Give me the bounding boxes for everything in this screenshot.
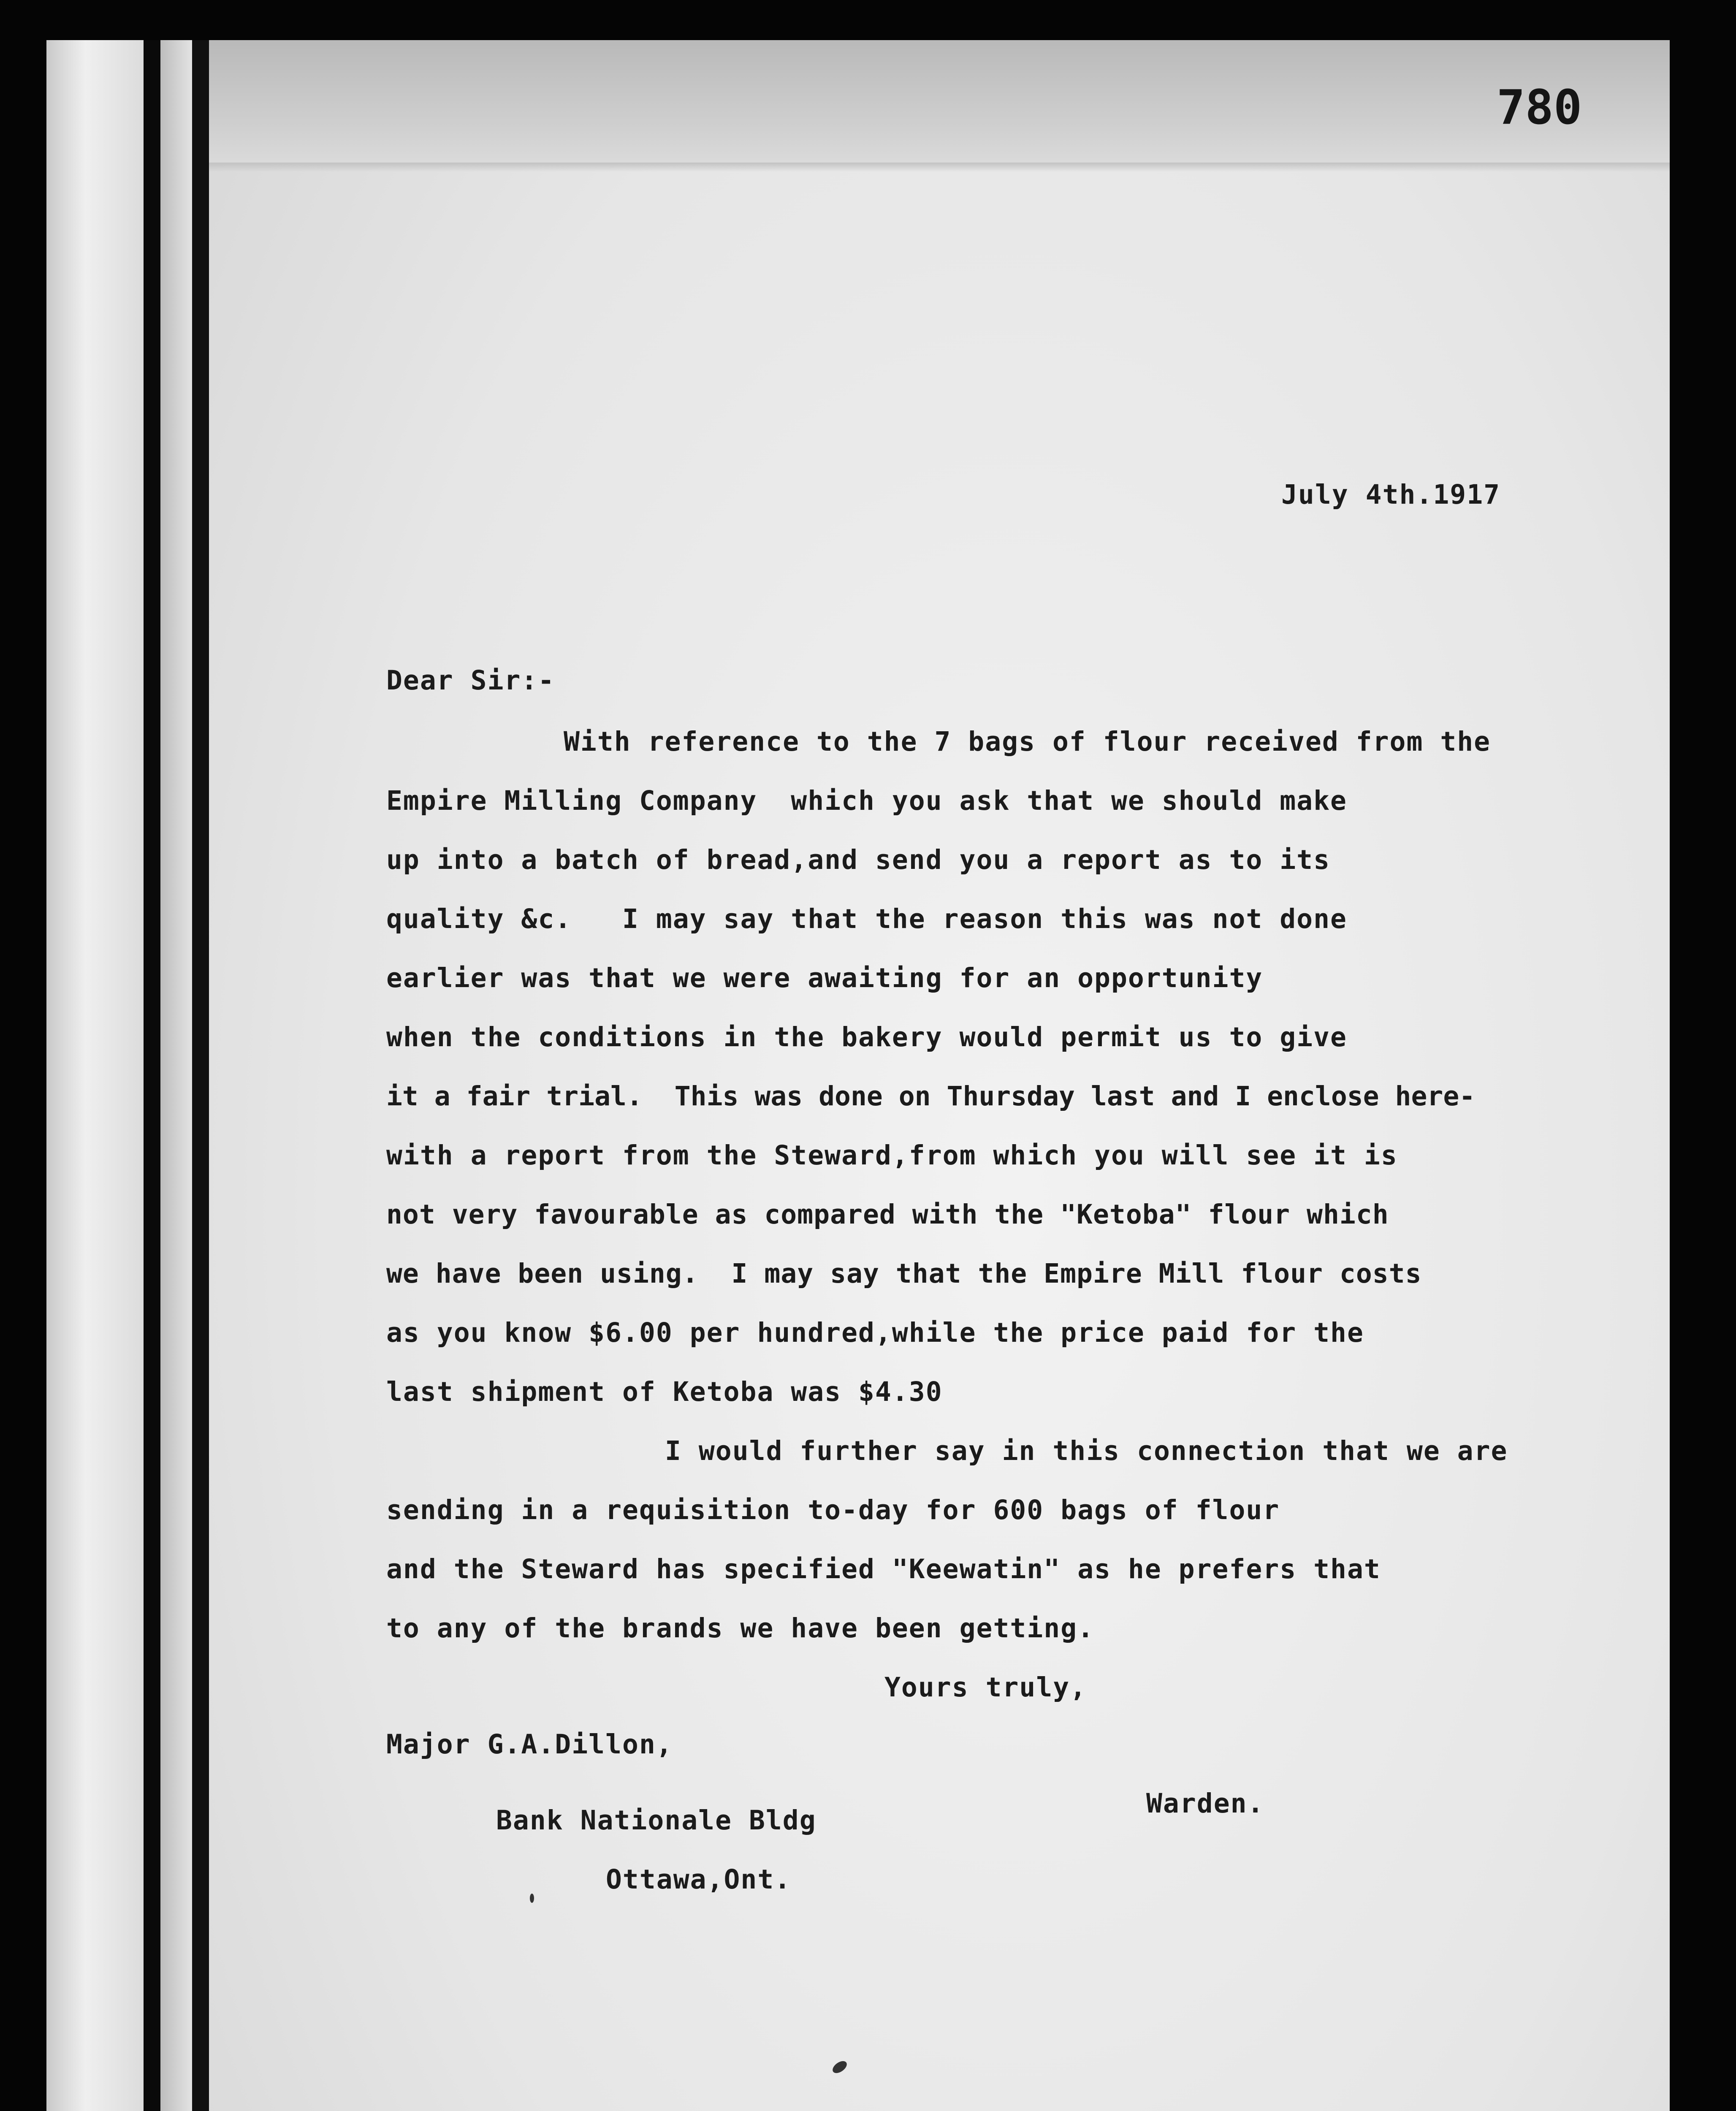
body-line: and the Steward has specified "Keewatin" as he prefers that [386,1554,1381,1585]
body-line: I would further say in this connection that we are [665,1435,1508,1466]
body-line: when the conditions in the bakery would permit us to give [386,1022,1347,1053]
letter-page [209,40,1670,2111]
body-line: With reference to the 7 bags of flour received from the [564,726,1491,757]
ink-speck [530,1894,534,1903]
ink-speck [830,2059,849,2076]
film-border-light [46,40,144,2111]
body-line: we have been using. I may say that the Empire Mill flour costs [386,1258,1422,1289]
body-line: Empire Milling Company which you ask that we should make [386,785,1347,816]
body-line: earlier was that we were awaiting for an opportunity [386,963,1263,993]
body-line: it a fair trial. This was done on Thursday last and I enclose here- [386,1081,1476,1112]
recipient-name: Major G.A.Dillon, [386,1729,673,1760]
film-border-mid [160,40,192,2111]
body-line: with a report from the Steward,from which you will see it is [386,1140,1398,1171]
recipient-address-line1: Bank Nationale Bldg [496,1805,816,1836]
film-border-dark-inner [192,40,209,2111]
body-line: to any of the brands we have been getting. [386,1613,1095,1644]
recipient-address-line2: Ottawa,Ont. [606,1864,792,1895]
signature-title: Warden. [1146,1788,1264,1819]
page-fold-shadow [209,163,1670,172]
body-line: quality &c. I may say that the reason this was not done [386,904,1347,934]
letter-date: July 4th.1917 [1281,479,1501,510]
page-top-shade [209,40,1670,163]
film-border-dark [144,40,160,2111]
body-line: not very favourable as compared with the "Ketoba" flour which [386,1199,1389,1230]
body-line: last shipment of Ketoba was $4.30 [386,1376,943,1407]
body-line: sending in a requisition to-day for 600 bags of flour [386,1495,1280,1525]
body-line: up into a batch of bread,and send you a report as to its [386,844,1331,875]
salutation: Dear Sir:- [386,665,555,696]
page-number: 780 [1497,80,1582,135]
body-line: as you know $6.00 per hundred,while the price paid for the [386,1317,1364,1348]
closing: Yours truly, [884,1672,1087,1703]
